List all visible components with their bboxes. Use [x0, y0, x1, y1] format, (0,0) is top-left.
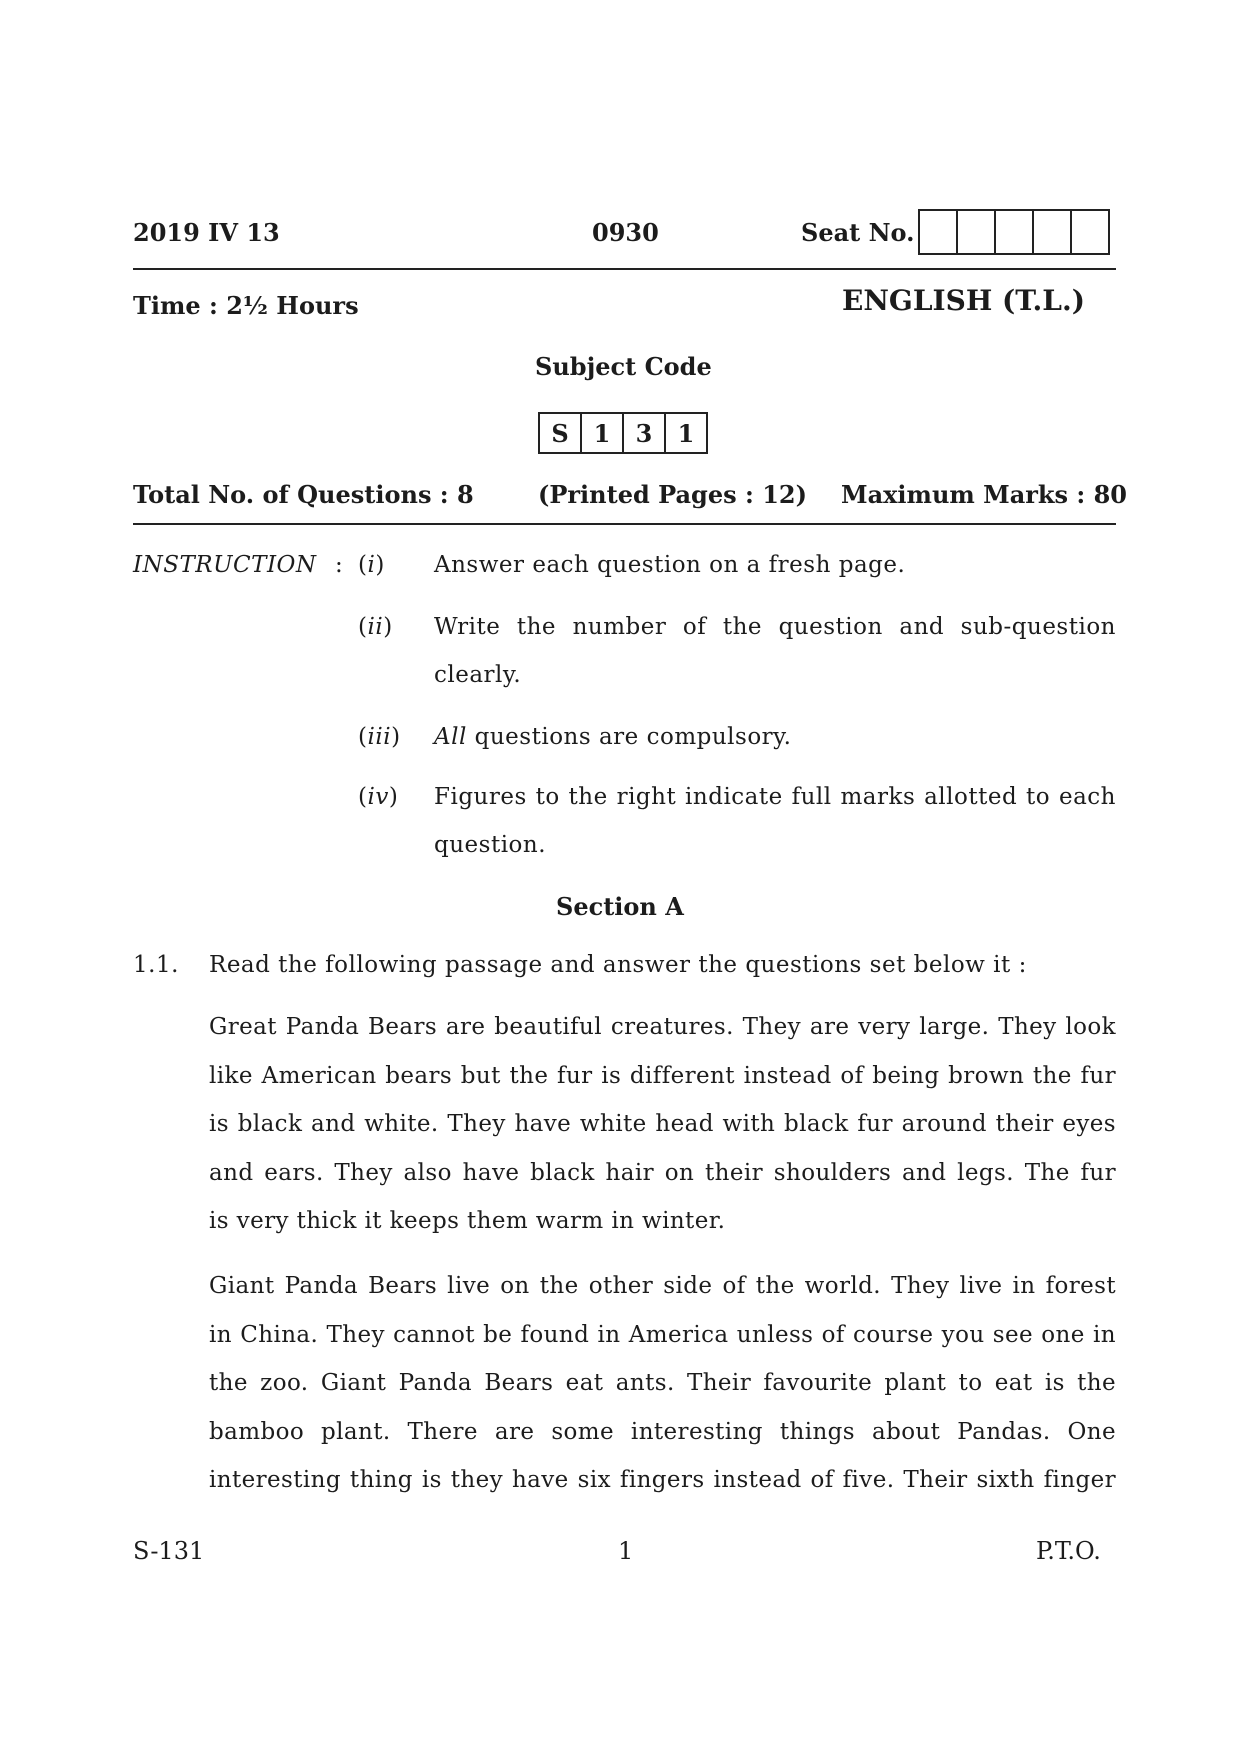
passage-line: in China. They cannot be found in America unless of course you see one in	[209, 1321, 1116, 1348]
passage-line: bamboo plant. There are some interesting things about Pandas. One	[209, 1418, 1116, 1445]
total-questions: Total No. of Questions : 8	[133, 480, 474, 509]
question-number: 1.1.	[133, 952, 179, 978]
instruction-number: (iii)	[358, 724, 401, 750]
seat-box[interactable]	[994, 209, 1034, 255]
passage-paragraph-1	[209, 1003, 1116, 1246]
passage-line: and ears. They also have black hair on their shoulders and legs. The fur	[209, 1159, 1116, 1186]
question-text: Read the following passage and answer the questions set below it :	[209, 952, 1027, 978]
instruction-text: question.	[434, 832, 547, 858]
header-divider	[133, 268, 1116, 270]
instruction-label: INSTRUCTION	[133, 552, 317, 578]
maximum-marks: Maximum Marks : 80	[841, 480, 1128, 509]
please-turn-over: P.T.O.	[1036, 1537, 1101, 1565]
instruction-number: (iv)	[358, 784, 399, 810]
seat-number-boxes[interactable]	[920, 209, 1110, 255]
time-allowed: Time : 2½ Hours	[133, 291, 359, 320]
subject-code-digit: 1	[580, 412, 624, 454]
exam-code: 2019 IV 13	[133, 218, 280, 247]
seat-box[interactable]	[918, 209, 958, 255]
passage-line: Giant Panda Bears live on the other side of the world. They live in forest	[209, 1273, 1116, 1299]
subject-code-boxes	[540, 412, 708, 454]
subject-code-label: Subject Code	[535, 352, 712, 381]
subject-code-digit: 3	[622, 412, 666, 454]
instruction-colon: :	[335, 552, 344, 578]
subject-code-digit: S	[538, 412, 582, 454]
page-number: 1	[618, 1537, 634, 1565]
passage-line: is black and white. They have white head with black fur around their eyes	[209, 1111, 1116, 1137]
passage-line: like American bears but the fur is different instead of being brown the fur	[209, 1062, 1116, 1089]
printed-pages: (Printed Pages : 12)	[538, 480, 807, 509]
seat-box[interactable]	[956, 209, 996, 255]
passage-line: Great Panda Bears are beautiful creatures. They are very large. They look	[209, 1014, 1116, 1040]
details-divider	[133, 523, 1116, 525]
seat-label: Seat No.	[801, 218, 915, 247]
seat-box[interactable]	[1070, 209, 1110, 255]
instruction-text: Answer each question on a fresh page.	[434, 552, 906, 578]
paper-code: 0930	[592, 218, 659, 247]
passage-paragraph-2	[209, 1262, 1116, 1505]
passage-line: the zoo. Giant Panda Bears eat ants. Their favourite plant to eat is the	[209, 1370, 1116, 1396]
seat-box[interactable]	[1032, 209, 1072, 255]
instruction-text: clearly.	[434, 662, 522, 688]
subject-code-digit: 1	[664, 412, 708, 454]
section-title: Section A	[556, 892, 684, 921]
instruction-text: All questions are compulsory.	[434, 724, 792, 750]
passage-line: interesting thing is they have six fingers instead of five. Their sixth finger	[209, 1467, 1116, 1493]
instruction-number: (i)	[358, 552, 385, 578]
passage-line: is very thick it keeps them warm in winter.	[209, 1208, 726, 1234]
subject-title: ENGLISH (T.L.)	[842, 284, 1085, 317]
instruction-text: Figures to the right indicate full marks allotted to each	[434, 784, 1116, 810]
instruction-number: (ii)	[358, 614, 393, 640]
instruction-text: Write the number of the question and sub-question	[434, 614, 1116, 640]
footer-code: S-131	[133, 1537, 205, 1565]
